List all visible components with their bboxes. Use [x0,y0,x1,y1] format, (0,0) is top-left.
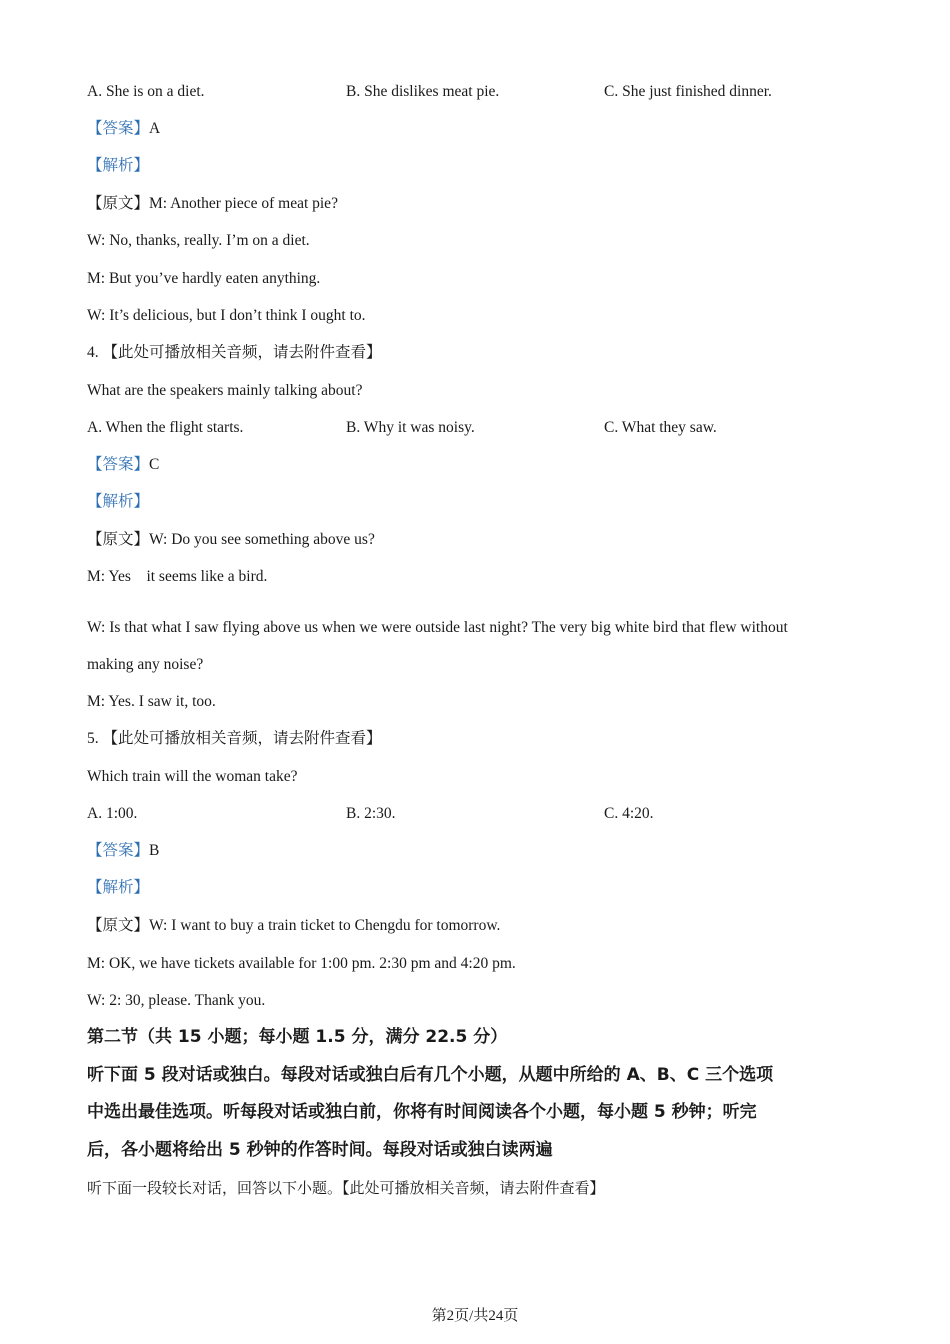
q3-option-a: A. She is on a diet. [87,83,205,100]
q5-script-line: W: 2: 30, please. Thank you. [87,992,266,1009]
q5-script-line: 【原文】W: I want to buy a train ticket to Chengdu for tomorrow. [87,917,501,934]
q5-option-b: B. 2:30. [346,805,396,822]
q5-analysis-tag: 【解析】 [87,879,150,896]
q3-analysis-tag: 【解析】 [87,157,150,174]
q4-script-line: 【原文】W: Do you see something above us? [87,531,375,548]
q4-script-line: M: Yes it seems like a bird. [87,568,268,585]
q4-answer [87,455,159,475]
q3-script-line: M: But you’ve hardly eaten anything. [87,270,321,287]
q5-script-line: M: OK, we have tickets available for 1:00 pm. 2:30 pm and 4:20 pm. [87,955,516,972]
q3-script-line: W: It’s delicious, but I don’t think I ought to. [87,307,366,324]
q4-script-line: making any noise? [87,656,204,673]
q3-option-c: C. She just finished dinner. [604,83,772,100]
q4-analysis-tag: 【解析】 [87,493,150,510]
q4-header: 4. 【此处可播放相关音频，请去附件查看】 [87,344,382,361]
answer-value: C [149,456,160,473]
section2-instruction-line: 听下面 5 段对话或独白。每段对话或独白后有几个小题，从题中所给的 A、B、C 三个选项 [87,1065,774,1085]
q4-option-b: B. Why it was noisy. [346,419,475,436]
q5-header: 5. 【此处可播放相关音频，请去附件查看】 [87,730,382,747]
q5-option-a: A. 1:00. [87,805,138,822]
q3-script-line: W: No, thanks, really. I’m on a diet. [87,232,310,249]
q3-answer [87,119,160,139]
answer-tag: 【答案】 [87,842,150,859]
q4-option-a: A. When the flight starts. [87,419,244,436]
q5-question: Which train will the woman take? [87,768,298,785]
answer-tag: 【答案】 [87,120,150,137]
q5-option-c: C. 4:20. [604,805,654,822]
q4-script-line: M: Yes. I saw it, too. [87,693,216,710]
q4-script-line: W: Is that what I saw flying above us when we were outside last night? The very big white bird that flew without [87,619,788,636]
q4-option-c: C. What they saw. [604,419,717,436]
q3-option-b: B. She dislikes meat pie. [346,83,500,100]
section2-note: 听下面一段较长对话，回答以下小题。【此处可播放相关音频，请去附件查看】 [87,1179,605,1197]
answer-value: A [149,120,161,137]
q3-script-line: 【原文】M: Another piece of meat pie? [87,195,338,212]
section2-title: 第二节（共 15 小题；每小题 1.5 分，满分 22.5 分） [87,1027,508,1047]
answer-tag: 【答案】 [87,456,150,473]
section2-instruction-line: 中选出最佳选项。听每段对话或独白前，你将有时间阅读各个小题，每小题 5 秒钟；听完 [87,1102,757,1122]
q4-question: What are the speakers mainly talking about? [87,382,363,399]
answer-value: B [149,842,160,859]
page-footer: 第2页/共24页 [431,1308,519,1324]
q5-answer [87,841,159,861]
section2-instruction-line: 后，各小题将给出 5 秒钟的作答时间。每段对话或独白读两遍 [87,1140,553,1160]
